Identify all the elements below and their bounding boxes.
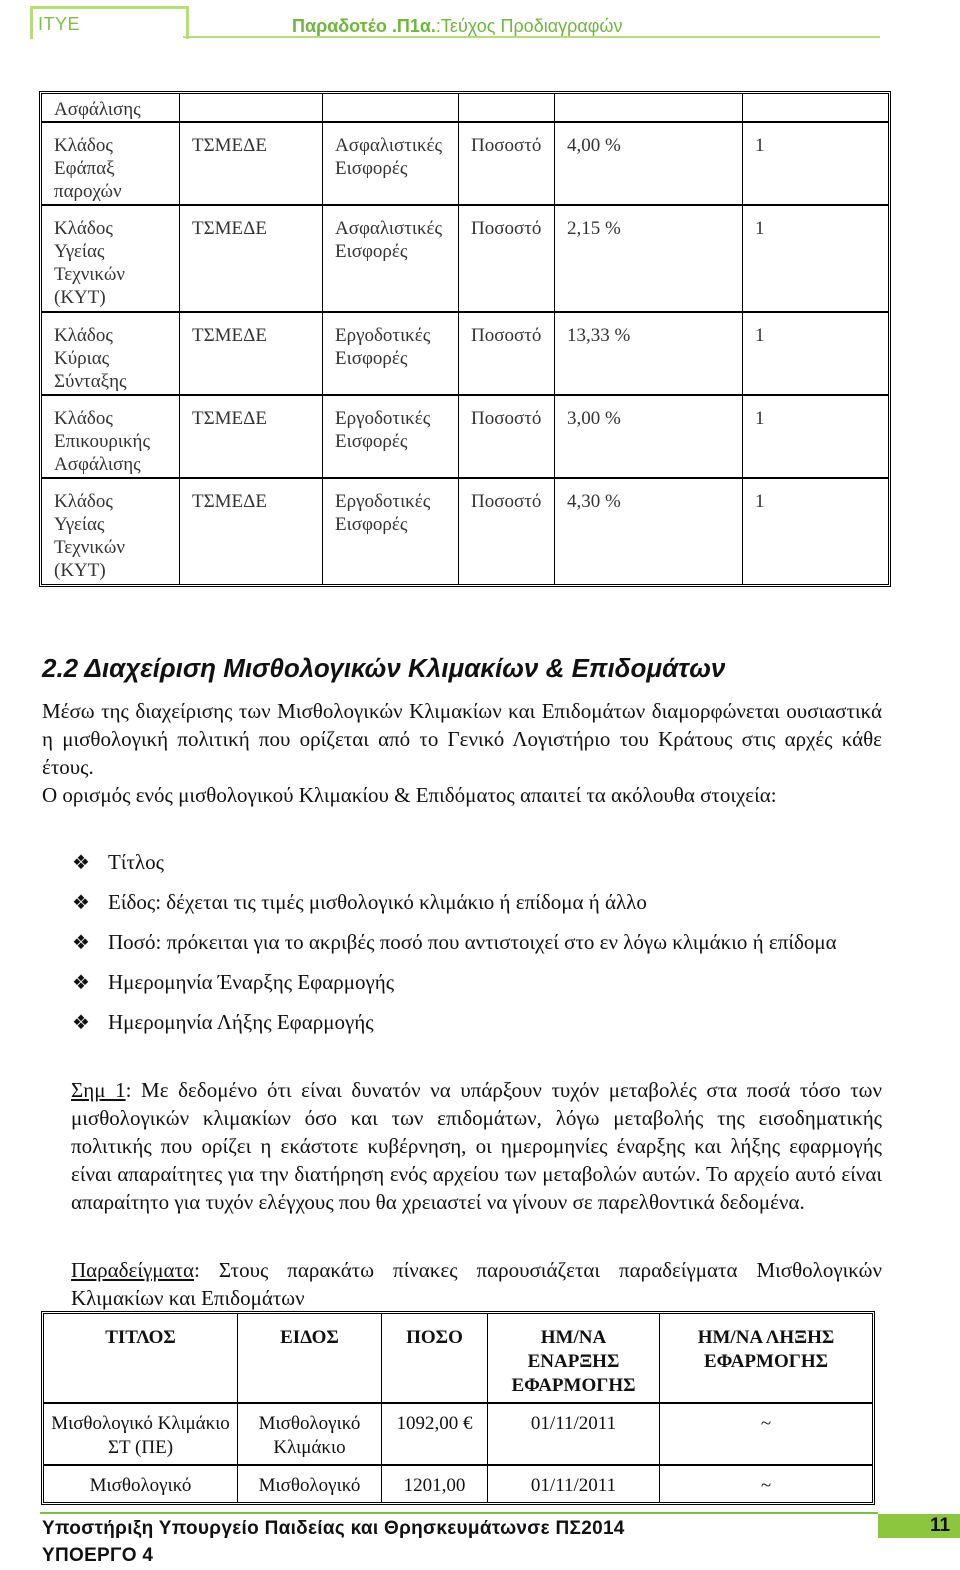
table-row [42, 313, 888, 396]
table-cell: 01/11/2011 [488, 1404, 660, 1466]
table-cell: 1201,00 [382, 1466, 488, 1502]
table-cell: 1 [743, 206, 888, 313]
intro-paragraph: Μέσω της διαχείρισης των Μισθολογικών Κλιμακίων και Επιδομάτων διαμορφώνεται ουσιαστικά η μισθολογική πολιτική που ορίζεται από το Γενικό Λογιστήριο του Κράτους στις αρχές κάθε έτους. [42, 699, 882, 779]
footer-rule [40, 1512, 878, 1514]
table-header-row [44, 1314, 872, 1404]
table-cell: ΤΣΜΕΔΕ [180, 123, 323, 206]
header-deliverable: Παραδοτέο .Π1α. [292, 16, 436, 36]
table-cell: ~ [660, 1404, 872, 1466]
list-item-text: Είδος: δέχεται τις τιμές μισθολογικό κλιμάκιο ή επίδομα ή άλλο [108, 890, 647, 914]
list-item-text: Ημερομηνία Λήξης Εφαρμογής [108, 1010, 374, 1034]
table-row [42, 206, 888, 313]
table-cell: Κλάδος Επικουρικής Ασφάλισης [42, 396, 180, 479]
column-header: ΗΜ/ΝΑ ΛΗΞΗΣ ΕΦΑΡΜΟΓΗΣ [660, 1314, 872, 1404]
header-spec-volume: :Τεύχος Προδιαγραφών [435, 16, 623, 36]
table-cell [743, 94, 888, 123]
table-cell: Μισθολογικό Κλιμάκιο [238, 1404, 382, 1466]
note-label: Σημ 1 [71, 1078, 126, 1102]
list-item-text: Τίτλος [108, 850, 164, 874]
examples-text: : Στους παρακάτω πίνακες παρουσιάζεται παραδείγματα Μισθολογικών Κλιμακίων και Επιδομάτων [71, 1258, 882, 1310]
note-paragraph [71, 1076, 882, 1216]
diamond-bullet-icon: ❖ [72, 890, 90, 914]
table-cell: 4,30 % [555, 479, 743, 584]
table-cell: Ποσοστό [459, 479, 555, 584]
table-cell: Κλάδος Κύριας Σύνταξης [42, 313, 180, 396]
definition-paragraph: Ο ορισμός ενός μισθολογικού Κλιμακίου & Επιδόματος απαιτεί τα ακόλουθα στοιχεία: [42, 783, 777, 807]
diamond-bullet-icon: ❖ [72, 930, 90, 954]
table-cell: Κλάδος Υγείας Τεχνικών (ΚΥΤ) [42, 479, 180, 584]
list-item [72, 1008, 882, 1036]
table-cell: 1 [755, 491, 765, 512]
list-item-text: Ημερομηνία Έναρξης Εφαρμογής [108, 970, 395, 994]
list-item [72, 928, 882, 956]
table-cell: Ασφάλισης [42, 94, 180, 123]
table-cell: 1 [743, 123, 888, 206]
contributions-table [39, 91, 891, 587]
table-cell: 01/11/2011 [488, 1466, 660, 1502]
table-cell [459, 94, 555, 123]
table-cell: 2,15 % [555, 206, 743, 313]
table-cell: Ποσοστό [459, 313, 555, 396]
table-row [44, 1404, 872, 1466]
table-cell: 1 [743, 313, 888, 396]
examples-paragraph [71, 1256, 882, 1312]
header-document-title [292, 16, 623, 37]
required-fields-list [72, 848, 882, 1048]
table-cell: ΤΣΜΕΔΕ [180, 396, 323, 479]
table-cell: Ασφαλιστικές Εισφορές [323, 123, 459, 206]
section-heading: 2.2 Διαχείριση Μισθολογικών Κλιμακίων & Επιδομάτων [42, 653, 726, 683]
table-cell: Μισθολογικό [238, 1466, 382, 1502]
table-cell [323, 94, 459, 123]
table-cell: Εργοδοτικές Εισφορές [323, 396, 459, 479]
table-row [42, 396, 888, 479]
table-cell: 1092,00 € [382, 1404, 488, 1466]
diamond-bullet-icon: ❖ [72, 1010, 90, 1034]
table-cell [180, 94, 323, 123]
table-cell: Κλάδος Υγείας Τεχνικών (ΚΥΤ) [42, 206, 180, 313]
table-cell: Κλάδος Εφάπαξ παροχών [42, 123, 180, 206]
column-header: ΠΟΣΟ [382, 1314, 488, 1404]
list-item [72, 888, 882, 916]
column-header: ΕΙΔΟΣ [238, 1314, 382, 1404]
table-cell: 3,00 % [555, 396, 743, 479]
note-text: : Με δεδομένο ότι είναι δυνατόν να υπάρξουν τυχόν μεταβολές στα ποσά τόσο των μισθολογικών κλιμακίων όσο και των επιδομάτων, λόγω μεταβολής της εισοδηματικής πολιτικής που ορίζει η εκάστοτε κυβέρνηση, οι ημερομηνίες έναρξης και λήξης εφαρμογής είναι απαραίτητες για την διατήρηση ενός αρχείου των μεταβολών αυτών. Το αρχείο αυτό είναι απαραίτητο για τυχόν ελέγχους που θα χρειαστεί να γίνουν σε παρελθοντικά δεδομένα. [71, 1078, 882, 1214]
table-row [44, 1466, 872, 1502]
list-item-text: Ποσό: πρόκειται για το ακριβές ποσό που αντιστοιχεί στο εν λόγω κλιμάκιο ή επίδομα [108, 930, 837, 954]
table-cell: Ποσοστό [459, 396, 555, 479]
table-row [42, 94, 888, 123]
table-cell: Ποσοστό [459, 123, 555, 206]
table-cell: ~ [760, 1475, 772, 1496]
diamond-bullet-icon: ❖ [72, 970, 90, 994]
list-item [72, 848, 882, 876]
page-number: 11 [930, 1515, 951, 1536]
table-cell: Ποσοστό [459, 206, 555, 313]
table-cell: 4,00 % [555, 123, 743, 206]
table-cell: Μισθολογικό Κλιμάκιο ΣΤ (ΠΕ) [44, 1404, 238, 1466]
diamond-bullet-icon: ❖ [72, 850, 90, 874]
table-cell: ΤΣΜΕΔΕ [180, 479, 323, 584]
table-row [42, 479, 888, 584]
column-header: ΗΜ/ΝΑ ΕΝΑΡΞΗΣ ΕΦΑΡΜΟΓΗΣ [488, 1314, 660, 1404]
table-cell: 1 [743, 396, 888, 479]
footer-subproject-line: ΥΠΟΕΡΓΟ 4 [42, 1545, 154, 1566]
table-cell: Εργοδοτικές Εισφορές [323, 479, 459, 584]
table-cell: Εργοδοτικές Εισφορές [323, 313, 459, 396]
examples-label: Παραδείγματα [71, 1258, 194, 1282]
list-item [72, 968, 882, 996]
column-header: ΤΙΤΛΟΣ [44, 1314, 238, 1404]
table-cell [555, 94, 743, 123]
header-rule [183, 36, 880, 38]
table-cell: 13,33 % [555, 313, 743, 396]
table-cell: ΤΣΜΕΔΕ [180, 313, 323, 396]
table-row [42, 123, 888, 206]
salary-scales-table [41, 1311, 875, 1505]
table-cell: Μισθολογικό [44, 1466, 238, 1502]
footer-project-line: Υποστήριξη Υπουργείο Παιδείας και Θρησκευμάτωνσε ΠΣ2014 [42, 1518, 625, 1539]
table-cell: Ασφαλιστικές Εισφορές [323, 206, 459, 313]
table-cell: ΤΣΜΕΔΕ [180, 206, 323, 313]
header-organization: ITYE [38, 14, 81, 34]
footer-text [42, 1515, 625, 1569]
